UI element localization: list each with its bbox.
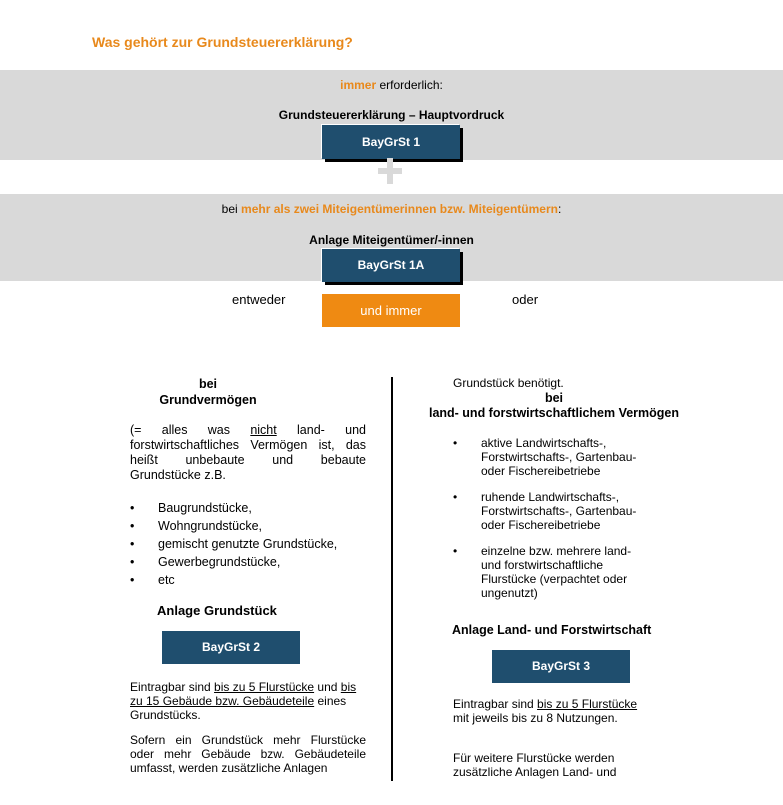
list-item: • gemischt genutzte Grundstücke, [130, 535, 370, 553]
main-form-title: Grundsteuererklärung – Hauptvordruck [278, 108, 505, 122]
list-item: • etc [130, 571, 370, 589]
left-items-list [130, 499, 370, 589]
right-capacity-text [453, 697, 643, 725]
right-title-line2: land- und forstwirtschaftlichem Vermögen [428, 406, 680, 420]
left-desc-part1: (= alles was [130, 423, 251, 437]
left-p1-u2: bis zu 15 Gebäude bzw. Gebäudeteile [130, 680, 357, 708]
list-item: • Baugrundstücke, [130, 499, 370, 517]
list-item: • Gewerbegrundstücke, [130, 553, 370, 571]
list-item: • Wohngrundstücke, [130, 517, 370, 535]
left-p1-a: Eintragbar sind [130, 680, 215, 694]
co-owner-form-title: Anlage Miteigentümer/-innen [309, 233, 474, 247]
list-item: • aktive Landwirtschafts-, Forstwirtschafts-, Gartenbau- oder Fischereibetriebe [453, 436, 653, 478]
column-divider [391, 377, 393, 781]
left-description [130, 423, 366, 483]
co-owner-pre: bei [221, 202, 242, 216]
form-box-baygrst-3[interactable]: BayGrSt 3 [492, 650, 630, 683]
left-capacity-text [130, 680, 366, 722]
left-column-title [130, 376, 286, 408]
list-item: • ruhende Landwirtschafts-, Forstwirtschafts-, Gartenbau- oder Fischereibetriebe [453, 490, 653, 532]
right-anlage-title: Anlage Land- und Forstwirtschaft [452, 623, 652, 637]
co-owner-keyword: mehr als zwei Miteigentümerinnen bzw. Miteigentümern [241, 202, 558, 216]
left-desc-underlined: nicht [250, 423, 277, 437]
form-box-baygrst-1[interactable]: BayGrSt 1 [322, 125, 460, 159]
form-box-baygrst-1a[interactable]: BayGrSt 1A [322, 249, 460, 282]
required-keyword: immer [340, 78, 377, 92]
choice-either: entweder [232, 292, 286, 307]
required-suffix: erforderlich: [376, 78, 443, 92]
choice-and-always: und immer [322, 294, 460, 327]
plus-icon [378, 158, 402, 184]
right-p1-u: bis zu 5 Flurstücke [537, 697, 638, 711]
left-p1-u1: bis zu 5 Flurstücke [214, 680, 315, 694]
left-desc-part2: land- und forstwirtschaftliches Vermögen ist, das heißt unbebaute und bebaute Grundstücke z.B. [130, 423, 366, 482]
right-carry-over: Grundstück benötigt. [453, 376, 564, 390]
left-p1-b: und [314, 680, 341, 694]
page-heading: Was gehört zur Grundsteuererklärung? [92, 34, 353, 50]
right-p1-b: mit jeweils bis zu 8 Nutzungen. [453, 711, 618, 725]
left-title-line2: Grundvermögen [159, 393, 257, 407]
right-column-title [416, 391, 692, 421]
list-item: • einzelne bzw. mehrere land- und forstwirtschaftliche Flurstücke (verpachtet oder ungenutzt) [453, 544, 653, 600]
left-p1-c: eines Grundstücks. [130, 694, 347, 722]
right-additional-text: Für weitere Flurstücke werden zusätzliche Anlagen Land- und [453, 751, 617, 779]
required-label [0, 78, 783, 92]
left-additional-text: Sofern ein Grundstück mehr Flurstücke oder mehr Gebäude bzw. Gebäudeteile umfasst, werden zusätzliche Anlagen [130, 733, 366, 775]
right-title-line1: bei [544, 391, 564, 405]
right-p1-a: Eintragbar sind [453, 697, 538, 711]
left-anlage-title: Anlage Grundstück [157, 603, 277, 618]
left-title-line1: bei [198, 377, 218, 391]
co-owner-post: : [557, 202, 562, 216]
form-box-baygrst-2[interactable]: BayGrSt 2 [162, 631, 300, 664]
co-owner-label [0, 202, 783, 216]
right-items-list [453, 436, 653, 600]
choice-or: oder [512, 292, 539, 307]
